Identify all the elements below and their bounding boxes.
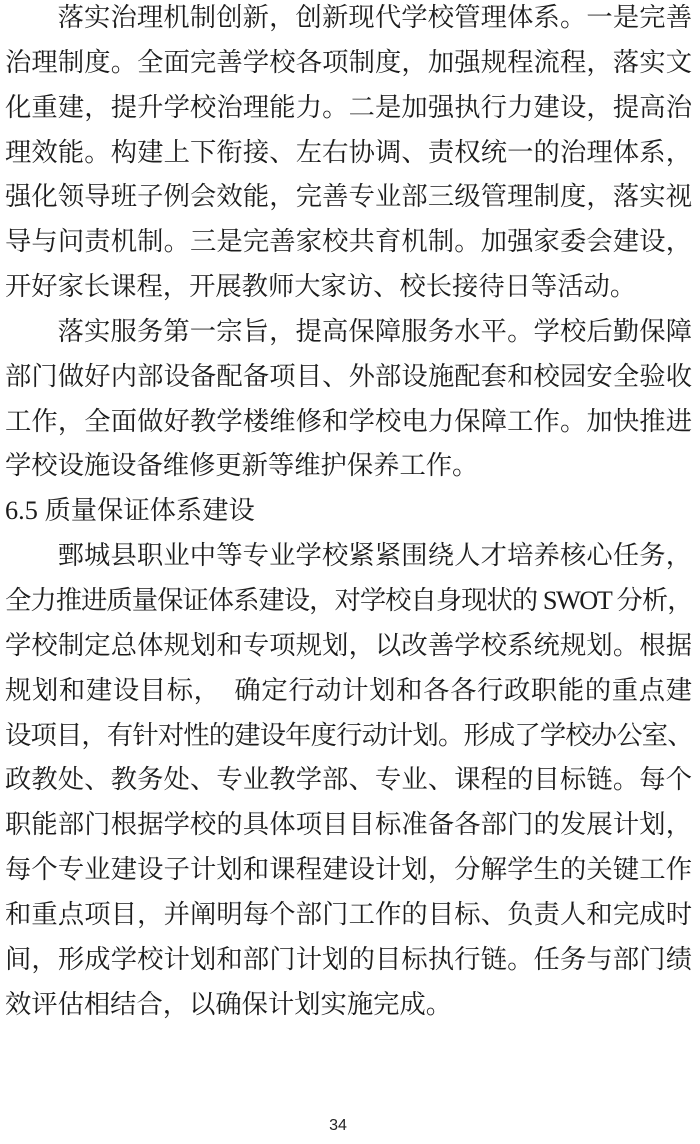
text-line: 部门做好内部设备配备项目、外部设施配套和校园安全验收	[5, 361, 692, 391]
text-line: 每个专业建设子计划和课程建设计划，分解学生的关键工作	[5, 855, 692, 885]
text-line: 开好家长课程，开展教师大家访、校长接待日等活动。	[5, 272, 637, 302]
text-line: 强化领导班子例会效能，完善专业部三级管理制度，落实视	[5, 182, 692, 212]
text-line: 理效能。构建上下衔接、左右协调、责权统一的治理体系，	[5, 137, 692, 167]
text-line: 和重点项目，并阐明每个部门工作的目标、负责人和完成时	[5, 899, 692, 929]
paragraph-services	[5, 310, 692, 489]
paragraph-governance	[5, 0, 692, 310]
text-line: 落实服务第一宗旨，提高保障服务水平。学校后勤保障	[57, 316, 692, 346]
text-line: 鄄城县职业中等专业学校紧紧围绕人才培养核心任务，	[57, 541, 692, 571]
text-line: 设项目，有针对性的建设年度行动计划。形成了学校办公室、	[5, 720, 692, 750]
paragraph-quality-assurance	[5, 534, 692, 1027]
text-line: 规划和建设目标， 确定行动计划和各各行政职能的重点建	[5, 675, 692, 705]
section-heading-6-5: 6.5 质量保证体系建设	[5, 496, 255, 526]
text-line: 职能部门根据学校的具体项目目标准备各部门的发展计划，	[5, 810, 692, 840]
page-number: 34	[329, 1117, 347, 1134]
text-line: 学校设施设备维修更新等维护保养工作。	[5, 451, 479, 481]
text-line: 治理制度。全面完善学校各项制度，加强规程流程，落实文	[5, 47, 692, 77]
text-line: 全力推进质量保证体系建设，对学校自身现状的 SWOT 分析，	[5, 585, 692, 615]
text-line: 间，形成学校计划和部门计划的目标执行链。任务与部门绩	[5, 944, 692, 974]
text-line: 政教处、教务处、专业教学部、专业、课程的目标链。每个	[5, 765, 692, 795]
text-line: 工作，全面做好教学楼维修和学校电力保障工作。加快推进	[5, 406, 692, 436]
page-text	[5, 0, 692, 1027]
text-line: 效评估相结合，以确保计划实施完成。	[5, 989, 453, 1019]
text-line: 落实治理机制创新，创新现代学校管理体系。一是完善	[57, 3, 692, 32]
text-line: 导与问责机制。三是完善家校共育机制。加强家委会建设，	[5, 227, 692, 257]
text-line: 化重建，提升学校治理能力。二是加强执行力建设，提高治	[5, 92, 692, 122]
text-line: 学校制定总体规划和专项规划，以改善学校系统规划。根据	[5, 630, 692, 660]
